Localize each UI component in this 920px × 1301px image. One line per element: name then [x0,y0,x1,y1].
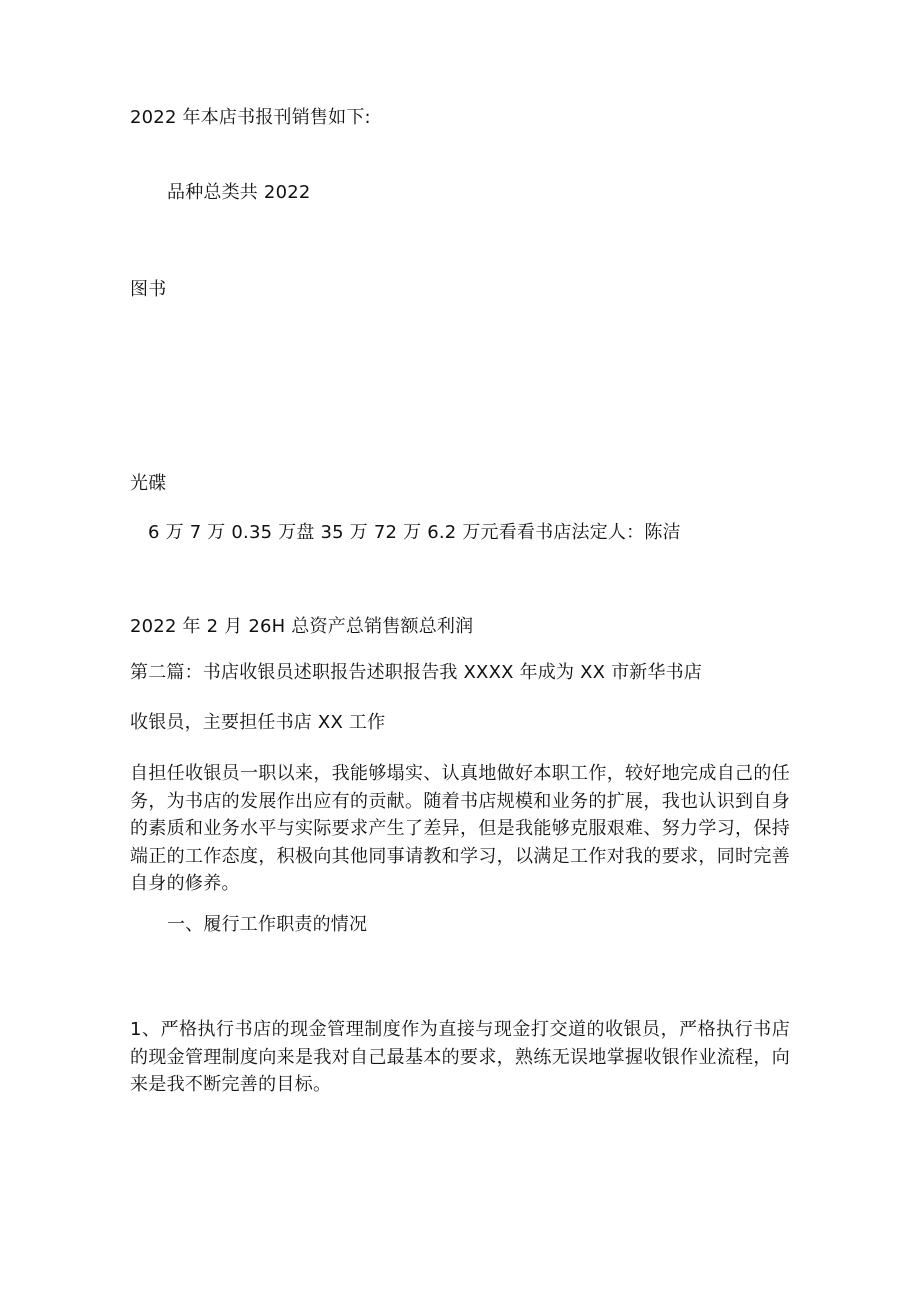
figures-line: 6 万 7 万 0.35 万盘 35 万 72 万 6.2 万元看看书店法定人：陈洁 [148,522,681,543]
books-label: 图书 [130,279,167,300]
sales-heading: 2022 年本店书报刊销售如下: [130,107,371,128]
cds-label: 光碟 [130,473,167,494]
date-line: 2022 年 2 月 26H 总资产总销售额总利润 [130,616,474,637]
section-heading: 一、履行工作职责的情况 [167,914,368,935]
variety-line: 品种总类共 2022 [167,182,311,203]
chapter-title-continuation: 收银员，主要担任书店 XX 工作 [130,712,386,733]
chapter-title: 第二篇：书店收银员述职报告述职报告我 XXXX 年成为 XX 市新华书店 [130,662,703,683]
intro-paragraph: 自担任收银员一职以来，我能够塌实、认真地做好本职工作，较好地完成自己的任务，为书店的发展作出应有的贡献。随着书店规模和业务的扩展，我也认识到自身的素质和业务水平与实际要求产生了差异，但是我能够克服艰难、努力学习，保持端正的工作态度，积极向其他同事请教和学习，以满足工作对我的要求，同时完善自身的修养。 [130,763,790,894]
item-1-paragraph: 1、严格执行书店的现金管理制度作为直接与现金打交道的收银员，严格执行书店的现金管理制度向来是我对自己最基本的要求，熟练无误地掌握收银作业流程，向来是我不断完善的目标。 [130,1019,790,1095]
